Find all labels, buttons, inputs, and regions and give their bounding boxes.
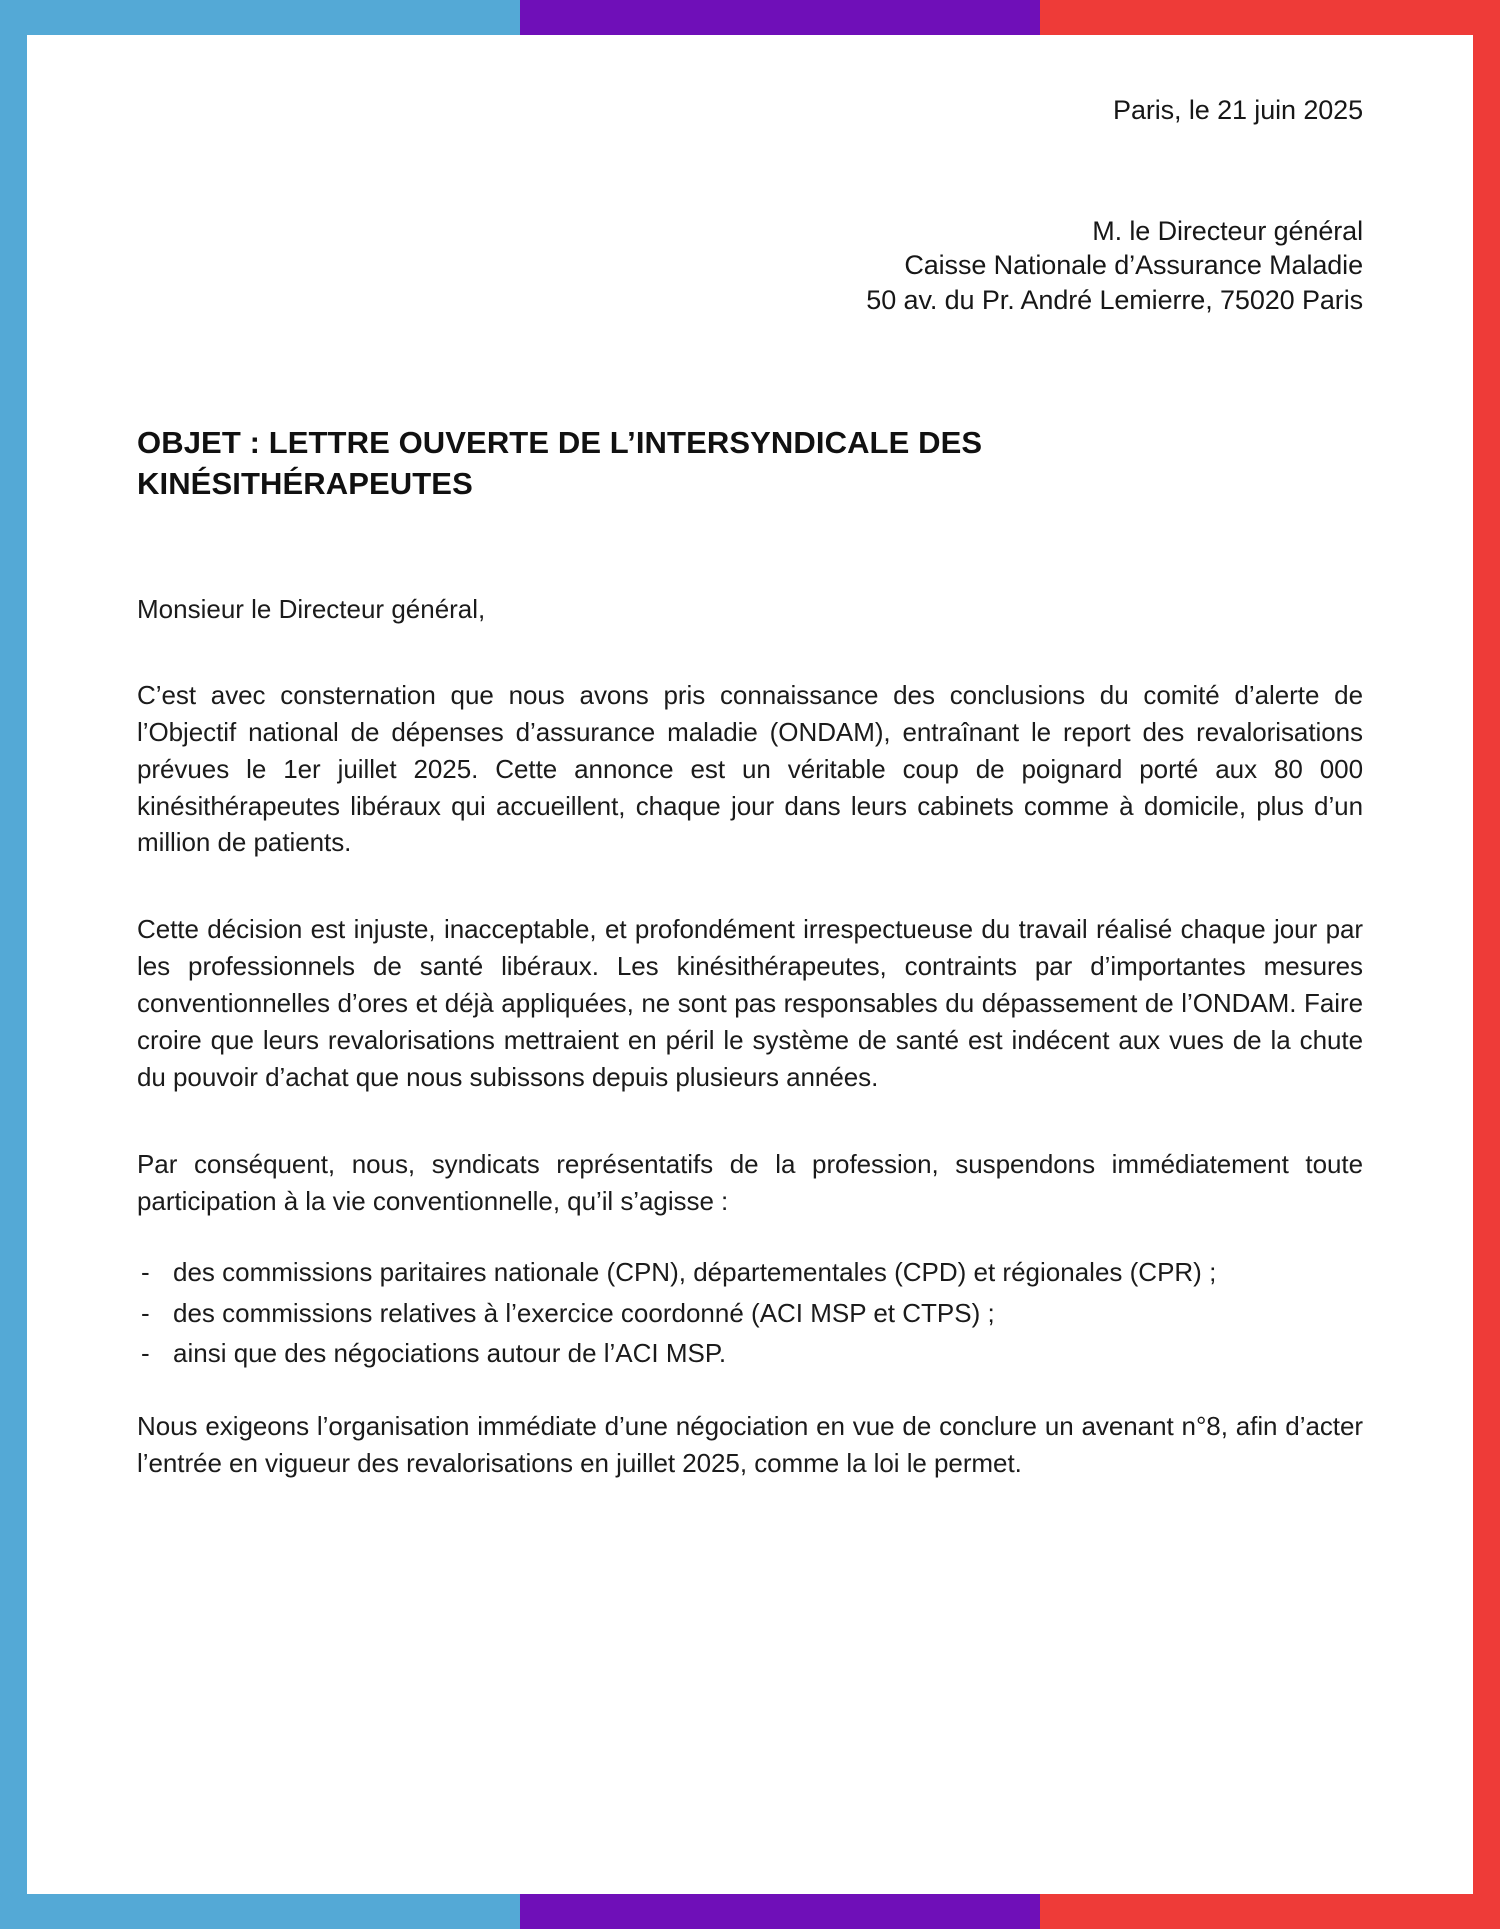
paragraph-4: Nous exigeons l’organisation immédiate d’une négociation en vue de conclure un avenant n°8, afin d’acter l’entrée en vigueur des revalorisations en juillet 2025, comme la loi le permet. — [137, 1411, 1363, 1479]
list-item — [137, 1254, 1363, 1291]
recipient-address — [137, 214, 1363, 318]
letter-content — [27, 35, 1473, 1894]
band-segment-red — [1040, 0, 1500, 35]
bottom-color-band — [0, 1894, 1500, 1929]
list-item-text: des commissions relatives à l’exercice coordonné (ACI MSP et CTPS) ; — [173, 1297, 995, 1328]
band-segment-purple — [520, 1894, 1040, 1929]
paragraph-3: Par conséquent, nous, syndicats représentatifs de la profession, suspendons immédiatement toute participation à la vie conventionnelle, qu’il s’agisse : — [137, 1148, 1363, 1216]
band-segment-purple — [520, 0, 1040, 35]
bullet-dash-icon: - — [141, 1297, 150, 1328]
recipient-line-2: Caisse Nationale d’Assurance Maladie — [904, 250, 1363, 281]
bullet-dash-icon: - — [141, 1338, 150, 1369]
left-edge-bar — [0, 0, 27, 1929]
band-segment-blue — [0, 0, 520, 35]
recipient-line-1: M. le Directeur général — [1092, 215, 1363, 246]
salutation: Monsieur le Directeur général, — [137, 594, 486, 624]
paragraph-1: C’est avec consternation que nous avons pris connaissance des conclusions du comité d’alerte de l’Objectif national de dépenses d’assurance maladie (ONDAM), entraînant le report des revalorisations prévues le 1er juillet 2025. Cette annonce est un véritable coup de poignard porté aux 80 000 kinésithérapeutes libéraux qui accueillent, chaque jour dans leurs cabinets comme à domicile, plus d’un million de patients. — [137, 679, 1363, 858]
letter-header — [137, 93, 1363, 317]
band-segment-blue — [0, 1894, 520, 1929]
list-item-text: des commissions paritaires nationale (CPN), départementales (CPD) et régionales (CPR) ; — [173, 1256, 1217, 1287]
right-edge-bar — [1473, 0, 1500, 1929]
recipient-line-3: 50 av. du Pr. André Lemierre, 75020 Paris — [866, 284, 1363, 315]
subject-heading: OBJET : LETTRE OUVERTE DE L’INTERSYNDICALE DES KINÉSITHÉRAPEUTES — [137, 425, 983, 502]
top-color-band — [0, 0, 1500, 35]
list-item-text: ainsi que des négociations autour de l’ACI MSP. — [173, 1338, 727, 1369]
paragraph-2: Cette décision est injuste, inacceptable, et profondément irrespectueuse du travail réalisé chaque jour par les professionnels de santé libéraux. Les kinésithérapeutes, contraints par d’importantes mesures conventionnelles d’ores et déjà appliquées, ne sont pas responsables du dépassement de l’ONDAM. Faire croire que leurs revalorisations mettraient en péril le système de santé est indécent aux vues de la chute du pouvoir d’achat que nous subissons depuis plusieurs années. — [137, 914, 1363, 1092]
letter-date: Paris, le 21 juin 2025 — [1113, 95, 1363, 125]
suspension-list — [137, 1254, 1363, 1373]
list-item — [137, 1335, 1363, 1372]
band-segment-red — [1040, 1894, 1500, 1929]
bullet-dash-icon: - — [141, 1256, 150, 1287]
list-item — [137, 1295, 1363, 1332]
